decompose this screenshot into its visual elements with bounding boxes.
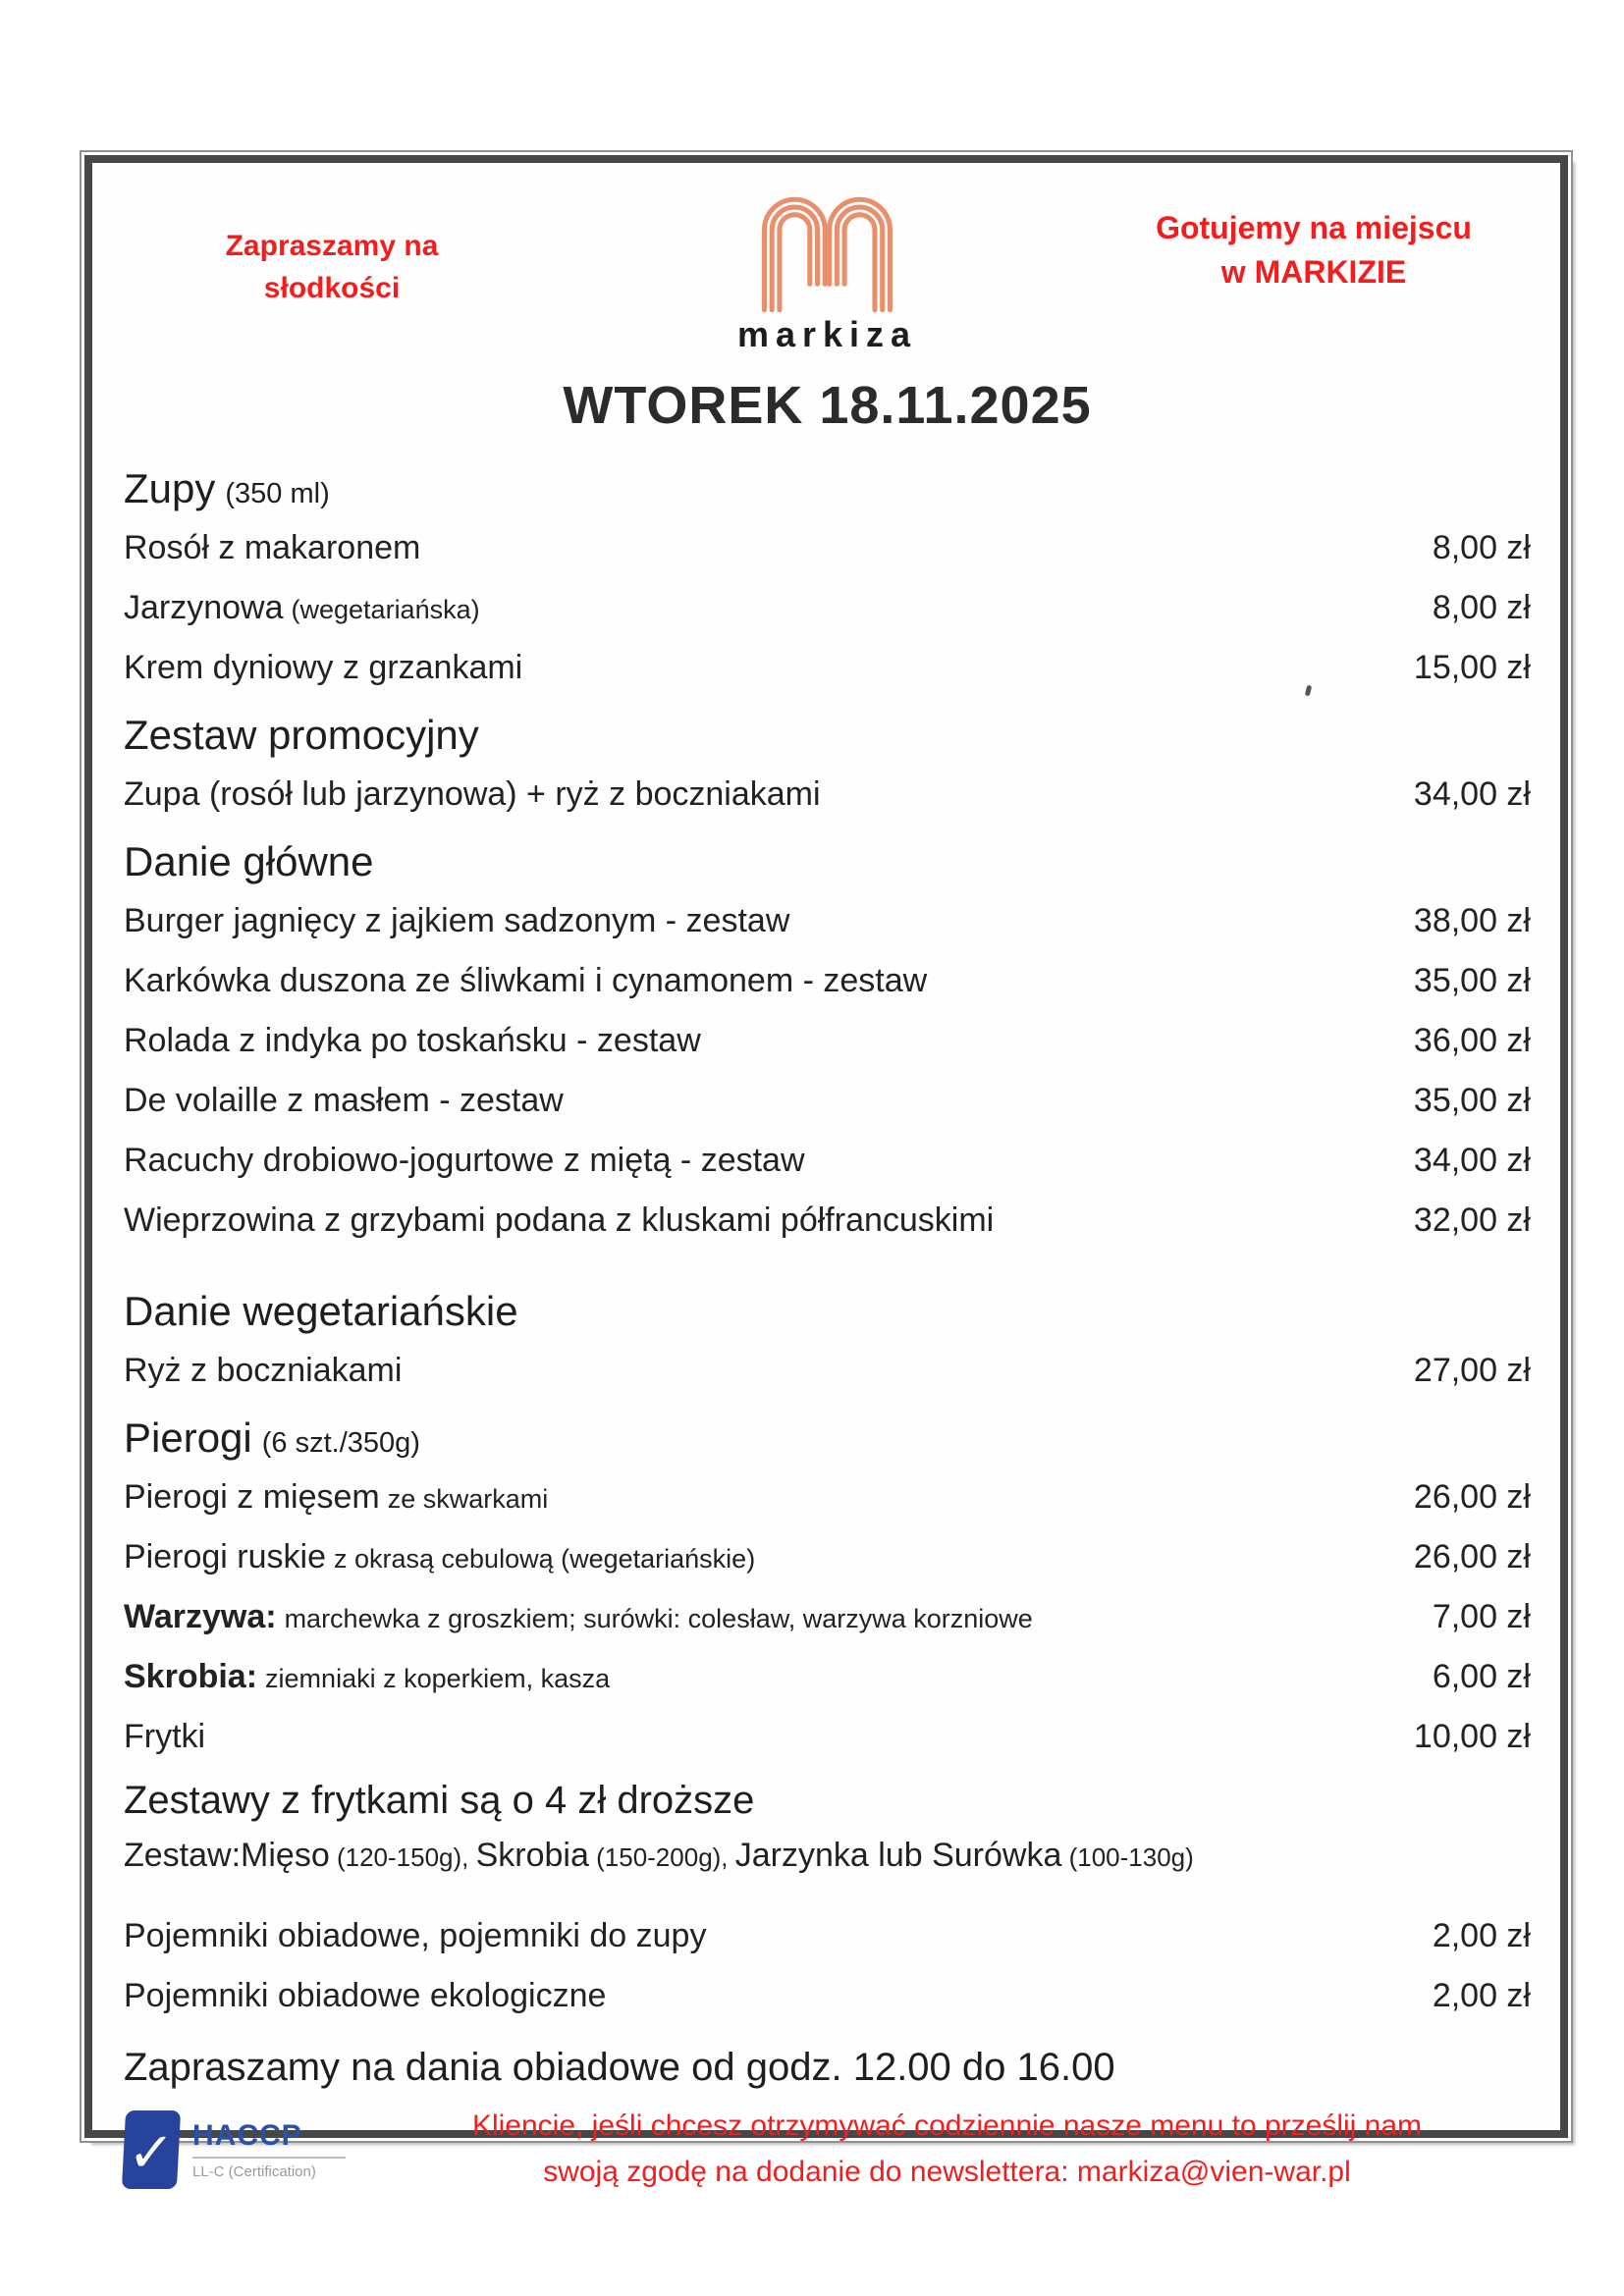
- composition-weight: (120-150g),: [329, 1842, 476, 1872]
- menu-item-price: 2,00 zł: [1432, 1917, 1531, 1954]
- newsletter-line2: swoją zgodę na dodanie do newslettera: markiza@vien-war.pl: [543, 2155, 1351, 2188]
- menu-list: [124, 452, 1531, 2096]
- composition-component: Jarzynka lub Surówka: [734, 1837, 1062, 1874]
- page-title: WTOREK 18.11.2025: [563, 376, 1092, 435]
- menu-item-price: 10,00 zł: [1413, 1718, 1531, 1755]
- menu-item-detail: ziemniaki z koperkiem, kasza: [265, 1664, 611, 1693]
- footer: [124, 2096, 1531, 2195]
- newsletter-note: [408, 2104, 1531, 2195]
- menu-item-row: [124, 1707, 1531, 1767]
- menu-item-price: 35,00 zł: [1413, 1082, 1531, 1119]
- menu-item-row: [124, 1341, 1531, 1401]
- menu-item-row: [124, 1011, 1531, 1071]
- menu-item-price: 26,00 zł: [1413, 1478, 1531, 1516]
- menu-item-detail: (wegetariańska): [291, 595, 480, 624]
- composition-component: Zestaw:Mięso: [124, 1837, 330, 1874]
- menu-section-header: [124, 698, 1531, 765]
- menu-item-row: [124, 1468, 1531, 1527]
- menu-item-text: [124, 649, 522, 687]
- haccp-label: HACCP: [192, 2118, 302, 2152]
- menu-item-detail: z okrasą cebulową (wegetariańskie): [333, 1544, 756, 1574]
- menu-item-row: [124, 578, 1531, 638]
- sweets-invitation-line1: Zapraszamy na: [225, 230, 439, 262]
- composition-weight: (150-200g),: [588, 1842, 735, 1872]
- menu-item-text: [124, 1917, 706, 1955]
- menu-item-row: [124, 1647, 1531, 1707]
- menu-item-row: [124, 518, 1531, 578]
- menu-section-header: [124, 452, 1531, 518]
- section-title: Zestaw promocyjny: [124, 712, 479, 758]
- menu-section-header: [124, 1274, 1531, 1341]
- menu-item-price: 8,00 zł: [1432, 529, 1531, 566]
- menu-item-name: Burger jagnięcy z jajkiem sadzonym - zestaw: [124, 902, 790, 939]
- haccp-subtitle: LL-C (Certification): [192, 2163, 316, 2180]
- menu-item-name: Pojemniki obiadowe ekologiczne: [124, 1977, 607, 2014]
- menu-item-text: [124, 1977, 606, 2015]
- menu-item-text: [124, 1201, 994, 1240]
- menu-item-text: [124, 1478, 548, 1517]
- section-title: Zupy: [124, 465, 216, 511]
- menu-item-row: [124, 1131, 1531, 1191]
- menu-document-frame: [84, 155, 1568, 2188]
- menu-item-row: [124, 1587, 1531, 1647]
- brand-name: markiza: [736, 314, 918, 354]
- menu-item-name: Pojemniki obiadowe, pojemniki do zupy: [124, 1917, 707, 1954]
- menu-item-name: Pierogi z mięsem: [124, 1478, 380, 1516]
- menu-item-name: Pierogi ruskie: [124, 1538, 326, 1575]
- sweets-invitation-line2: słodkości: [263, 271, 401, 304]
- menu-item-price: 35,00 zł: [1413, 962, 1531, 999]
- menu-item-price: 26,00 zł: [1413, 1538, 1531, 1575]
- menu-item-price: 34,00 zł: [1413, 775, 1531, 813]
- menu-item-name: Karkówka duszona ze śliwkami i cynamonem - zestaw: [124, 962, 928, 999]
- menu-item-price: 38,00 zł: [1413, 902, 1531, 939]
- menu-item-row: [124, 1191, 1531, 1251]
- menu-item-text: [124, 1538, 755, 1576]
- brand-logo-block: [737, 188, 917, 355]
- section-title: Danie główne: [124, 838, 374, 884]
- haccp-badge-icon: [122, 2110, 181, 2189]
- menu-item-row: [124, 1906, 1531, 1966]
- menu-item-price: 6,00 zł: [1432, 1658, 1531, 1695]
- menu-note: Zestawy z frytkami są o 4 zł droższe: [124, 1779, 755, 1822]
- menu-item-text: [124, 1718, 205, 1756]
- menu-item-text: [124, 1082, 564, 1120]
- section-title: Pierogi: [124, 1415, 252, 1461]
- menu-item-text: [124, 589, 480, 627]
- menu-item-name: Warzywa:: [124, 1598, 277, 1635]
- menu-item-price: 15,00 zł: [1413, 649, 1531, 686]
- section-suffix: (350 ml): [225, 478, 330, 509]
- menu-item-name: Wieprzowina z grzybami podana z kluskami półfrancuskimi: [124, 1201, 995, 1239]
- menu-item-row: [124, 765, 1531, 825]
- haccp-text-block: [192, 2119, 346, 2180]
- composition-component: Skrobia: [475, 1837, 589, 1874]
- header: [124, 188, 1531, 365]
- menu-item-name: Krem dyniowy z grzankami: [124, 649, 523, 686]
- menu-item-name: De volaille z masłem - zestaw: [124, 1082, 564, 1119]
- menu-item-name: Rosół z makaronem: [124, 529, 421, 566]
- menu-item-text: [124, 1022, 701, 1060]
- menu-item-name: Ryż z boczniakami: [124, 1352, 403, 1389]
- cooked-on-site-line1: Gotujemy na miejscu: [1156, 210, 1472, 245]
- menu-item-price: 8,00 zł: [1432, 589, 1531, 626]
- menu-item-name: Racuchy drobiowo-jogurtowe z miętą - zestaw: [124, 1142, 805, 1179]
- menu-item-text: [124, 962, 927, 1000]
- menu-item-name: Frytki: [124, 1718, 206, 1755]
- checkmark-icon: ✓: [126, 2120, 176, 2183]
- markiza-m-logo-icon: [754, 188, 901, 310]
- menu-item-price: 7,00 zł: [1432, 1598, 1531, 1635]
- menu-item-row: [124, 638, 1531, 698]
- menu-item-text: [124, 1658, 610, 1696]
- menu-item-name: Rolada z indyka po toskańsku - zestaw: [124, 1022, 701, 1059]
- menu-item-text: [124, 1598, 1033, 1636]
- menu-item-row: [124, 951, 1531, 1011]
- menu-item-price: 27,00 zł: [1413, 1352, 1531, 1389]
- haccp-divider: [192, 2157, 346, 2159]
- menu-item-text: [124, 902, 789, 940]
- haccp-certification-logo: [124, 2110, 408, 2189]
- menu-item-detail: marchewka z groszkiem; surówki: colesław, warzywa korzniowe: [284, 1604, 1033, 1633]
- menu-item-name: Jarzynowa: [124, 589, 284, 626]
- menu-item-name: Skrobia:: [124, 1658, 258, 1695]
- set-composition-note: [124, 1829, 1531, 1883]
- section-title: Danie wegetariańskie: [124, 1288, 518, 1334]
- cooked-on-site-note: [1103, 206, 1525, 295]
- menu-item-price: 34,00 zł: [1413, 1142, 1531, 1179]
- menu-item-row: [124, 891, 1531, 951]
- menu-item-text: [124, 1142, 805, 1180]
- composition-weight: (100-130g): [1061, 1842, 1194, 1872]
- cooked-on-site-line2: w MARKIZIE: [1220, 254, 1407, 291]
- menu-item-row: [124, 1071, 1531, 1131]
- menu-item-text: [124, 529, 420, 567]
- menu-item-row: [124, 1966, 1531, 2026]
- menu-item-name: Zupa (rosół lub jarzynowa) + ryż z boczniakami: [124, 775, 821, 813]
- menu-item-price: 2,00 zł: [1432, 1977, 1531, 2014]
- menu-note: Zapraszamy na dania obiadowe od godz. 12.00 do 16.00: [124, 2046, 1115, 2089]
- menu-item-row: [124, 1527, 1531, 1587]
- sweets-invitation-note: [165, 226, 499, 309]
- menu-item-text: [124, 1352, 402, 1390]
- newsletter-line1: Kliencie, jeśli chcesz otrzymywać codziennie nasze menu to prześlij nam: [471, 2109, 1423, 2142]
- menu-item-price: 36,00 zł: [1413, 1022, 1531, 1059]
- section-suffix: (6 szt./350g): [261, 1427, 420, 1459]
- menu-item-price: 32,00 zł: [1413, 1201, 1531, 1239]
- menu-item-detail: ze skwarkami: [387, 1484, 549, 1514]
- menu-section-header: [124, 1401, 1531, 1468]
- menu-section-header: [124, 825, 1531, 891]
- menu-item-text: [124, 775, 821, 814]
